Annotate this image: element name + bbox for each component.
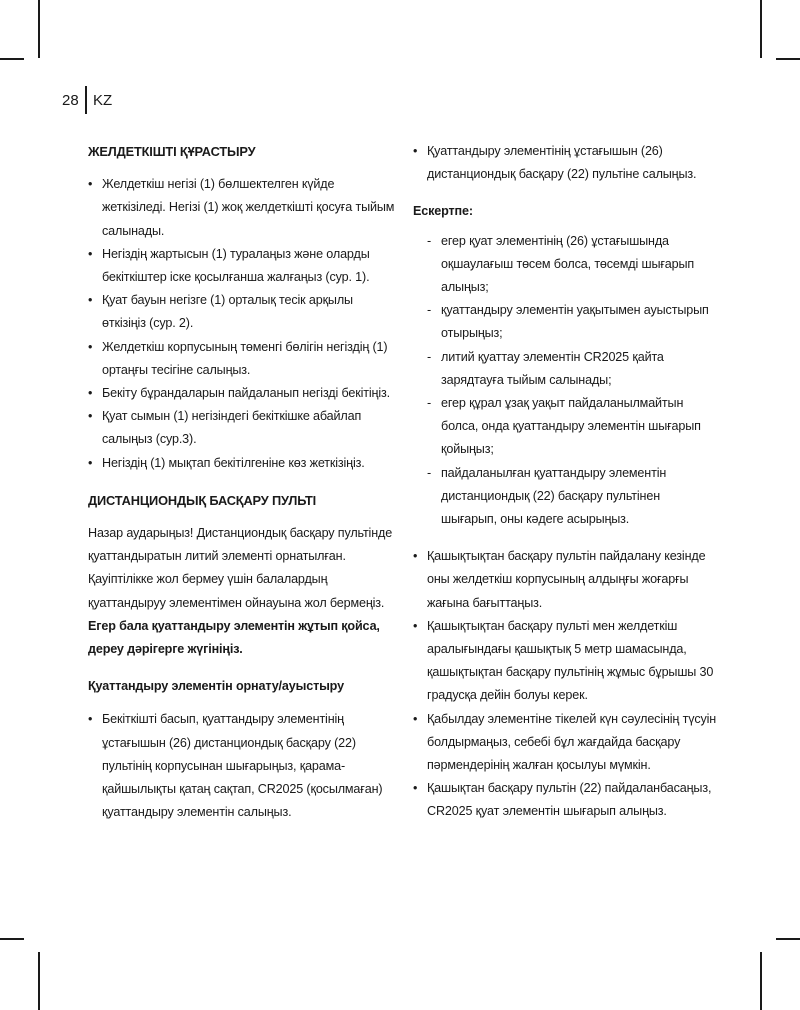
assembly-list bbox=[88, 173, 398, 475]
crop-mark bbox=[38, 952, 40, 1010]
warning-bold-text: Егер бала қуаттандыру элементін жұтып қойса, дереу дәрігерге жүгініңіз. bbox=[88, 618, 380, 657]
list-item: • Қашықтықтан басқару пультін пайдалану кезінде оны желдеткіш корпусының алдыңғы жоғарғы жағына бағыттаңыз. bbox=[413, 545, 718, 615]
right-column bbox=[413, 140, 718, 838]
left-column bbox=[88, 140, 398, 838]
list-item: • Қашықтықтан басқару пульті мен желдеткіш аралығындағы қашықтық 5 метр шамасында, қашықтықтан басқару пультінің жұмыс бұрышы 30 градусқа дейін болуы керек. bbox=[413, 615, 718, 708]
crop-mark bbox=[38, 0, 40, 58]
list-item: • Қашықтан басқару пультін (22) пайдаланбасаңыз, CR2025 қуат элементін шығарып алыңыз. bbox=[413, 777, 718, 823]
list-item: • Бекіту бұрандаларын пайдаланып негізді бекітіңіз. bbox=[88, 382, 398, 405]
list-item: • Желдеткіш корпусының төменгі бөлігін негіздің (1) ортаңғы тесігіне салыңыз. bbox=[88, 336, 398, 382]
language-code: KZ bbox=[93, 92, 113, 109]
list-item: • Желдеткіш негізі (1) бөлшектелген күйде жеткізіледі. Негізі (1) жоқ желдеткішті қосуға тыйым салынады. bbox=[88, 173, 398, 243]
note-item: - литий қуаттау элементін CR2025 қайта зарядтауға тыйым салынады; bbox=[427, 346, 718, 392]
warning-text: Назар аударыңыз! Дистанциондық басқару пультінде қуаттандыратын литий элементі орнатылған. Қауіптілікке жол бермеу үшін балалардың қуаттандыруу элементімен ойнауына жол бермеңіз. bbox=[88, 526, 393, 610]
crop-mark bbox=[776, 938, 800, 940]
list-item: • Қуат бауын негізге (1) орталық тесік арқылы өткізіңіз (сур. 2). bbox=[88, 289, 398, 335]
battery-list-continued bbox=[413, 140, 718, 186]
section-title-remote: ДИСТАНЦИОНДЫҚ БАСҚАРУ ПУЛЬТІ bbox=[88, 492, 317, 508]
note-list bbox=[427, 230, 718, 532]
header-divider bbox=[85, 86, 87, 114]
crop-mark bbox=[776, 58, 800, 60]
note-item: - егер қуат элементінің (26) ұстағышында оқшаулағыш төсем болса, төсемді шығарып алыңыз; bbox=[427, 230, 718, 300]
list-item: • Негіздің (1) мықтап бекітілгеніне көз жеткізіңіз. bbox=[88, 452, 398, 475]
list-item: • Қабылдау элементіне тікелей күн сәулесінің түсуін болдырмаңыз, себебі бұл жағдайда басқару пәрмендерінің жалған қосылуы мүмкін. bbox=[413, 708, 718, 778]
list-item: • Қуат сымын (1) негізіндегі бекіткішке абайлап салыңыз (сур.3). bbox=[88, 405, 398, 451]
section-title-assembly: ЖЕЛДЕТКІШТІ ҚҰРАСТЫРУ bbox=[88, 144, 256, 159]
crop-mark bbox=[760, 0, 762, 58]
page-number: 28 bbox=[62, 92, 79, 109]
crop-mark bbox=[760, 952, 762, 1010]
crop-mark bbox=[0, 58, 24, 60]
list-item: • Қуаттандыру элементінің ұстағышын (26) дистанциондық басқару (22) пультіне салыңыз. bbox=[413, 140, 718, 186]
note-item: - пайдаланылған қуаттандыру элементін дистанциондық (22) басқару пультінен шығарып, оны кәдеге асырыңыз. bbox=[427, 462, 718, 532]
subsection-title-battery: Қуаттандыру элементін орнату/ауыстыру bbox=[88, 679, 344, 694]
warning-paragraph bbox=[88, 522, 398, 661]
note-item: - қуаттандыру элементін уақытымен ауыстырып отырыңыз; bbox=[427, 299, 718, 345]
battery-list bbox=[88, 708, 398, 824]
list-item: • Негіздің жартысын (1) туралаңыз және оларды бекіткіштер іске қосылғанша жалғаңыз (сур. 1). bbox=[88, 243, 398, 289]
note-item: - егер құрал ұзақ уақыт пайдаланылмайтын болса, онда қуаттандыру элементін шығарып қойыңыз; bbox=[427, 392, 718, 462]
remote-usage-list bbox=[413, 545, 718, 823]
note-title: Ескертпе: bbox=[413, 204, 473, 219]
list-item: • Бекіткішті басып, қуаттандыру элементінің ұстағышын (26) дистанциондық басқару (22) пультінің корпусынан шығарыңыз, қарама-қайшылықты қатаң сақтап, CR2025 (қосылмаған) қуаттандыру элементін салыңыз. bbox=[88, 708, 398, 824]
crop-mark bbox=[0, 938, 24, 940]
